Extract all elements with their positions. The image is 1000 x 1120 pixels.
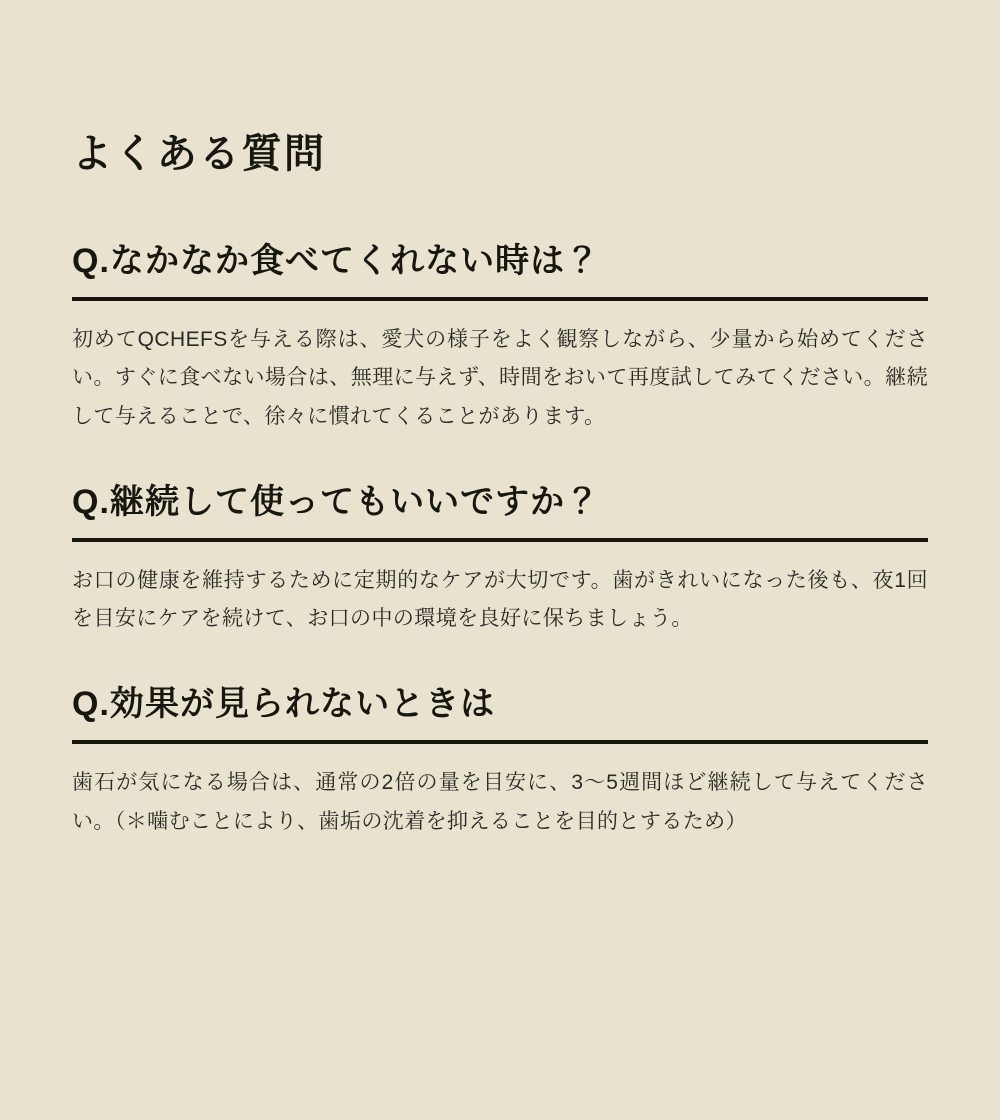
faq-answer: 歯石が気になる場合は、通常の2倍の量を目安に、3〜5週間ほど継続して与えてください。（＊噛むことにより、歯垢の沈着を抑えることを目的とするため） — [72, 770, 928, 833]
page-title: よくある質問 — [72, 132, 327, 176]
faq-question: Q.継続して使ってもいいですか？ — [72, 483, 601, 522]
faq-answer: 初めてQCHEFSを与える際は、愛犬の様子をよく観察しながら、少量から始めてください。すぐに食べない場合は、無理に与えず、時間をおいて再度試してみてください。継続して与えることで、徐々に慣れてくることがあります。 — [72, 327, 928, 429]
faq-item — [72, 683, 928, 841]
faq-answer: お口の健康を維持するために定期的なケアが大切です。歯がきれいになった後も、夜1回を目安にケアを続けて、お口の中の環境を良好に保ちましょう。 — [72, 568, 928, 631]
faq-question: Q.効果が見られないときは — [72, 685, 496, 724]
faq-item — [72, 481, 928, 639]
faq-divider — [72, 297, 928, 301]
faq-question: Q.なかなか食べてくれない時は？ — [72, 242, 601, 280]
faq-divider — [72, 538, 928, 542]
faq-item — [72, 240, 928, 437]
faq-divider — [72, 740, 928, 744]
